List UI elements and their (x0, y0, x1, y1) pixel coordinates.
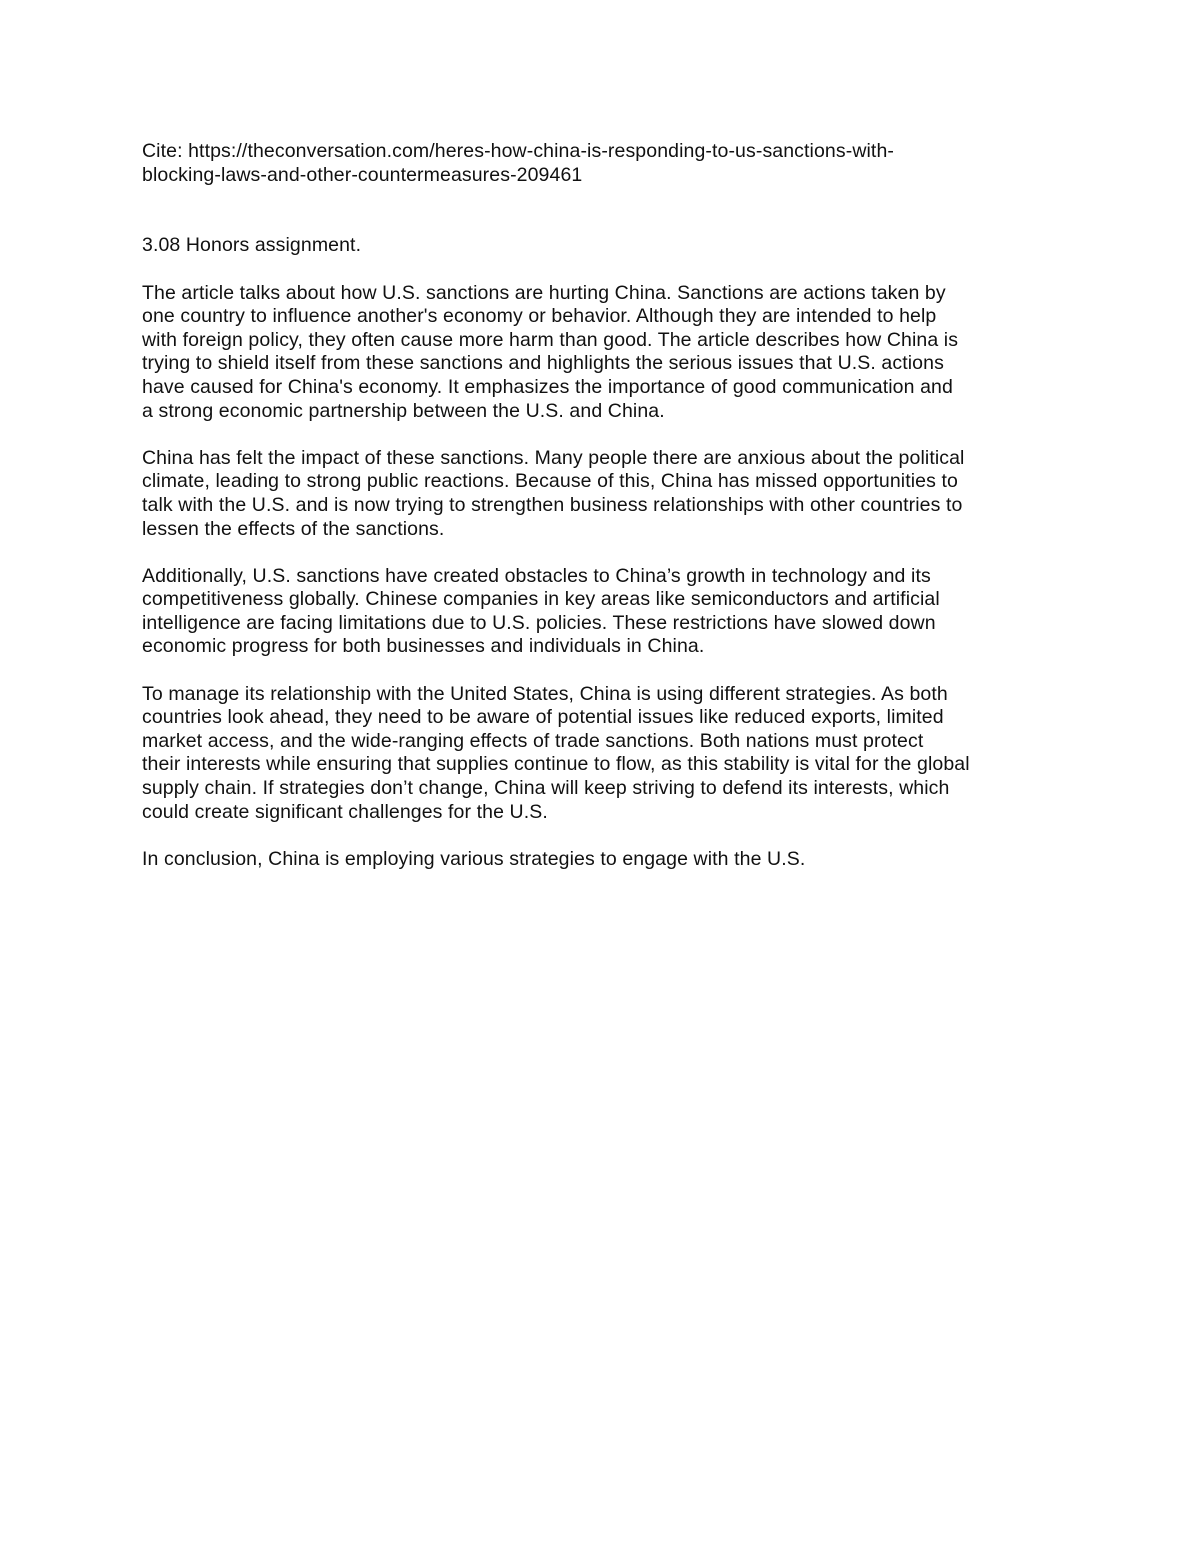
paragraph-line: talk with the U.S. and is now trying to strengthen business relationships with other countries to (142, 493, 963, 516)
paragraph-line: countries look ahead, they need to be aware of potential issues like reduced exports, limited (142, 706, 944, 729)
paragraph-line: competitiveness globally. Chinese companies in key areas like semiconductors and artificial (142, 588, 940, 611)
paragraph-line: could create significant challenges for the U.S. (142, 800, 548, 823)
paragraph-line: with foreign policy, they often cause more harm than good. The article describes how China is (142, 328, 959, 351)
paragraph-line: market access, and the wide-ranging effects of trade sanctions. Both nations must protect (142, 729, 924, 752)
paragraph-line: lessen the effects of the sanctions. (142, 517, 445, 540)
paragraph-line: trying to shield itself from these sanctions and highlights the serious issues that U.S. actions (142, 352, 944, 375)
paragraph-technology (142, 565, 1067, 659)
paragraph-line: a strong economic partnership between the U.S. and China. (142, 399, 665, 422)
citation-line: Cite: https://theconversation.com/heres-how-china-is-responding-to-us-sanctions-with- (142, 140, 894, 162)
paragraph-impact (142, 447, 1067, 541)
assignment-title: 3.08 Honors assignment. (142, 234, 362, 257)
paragraph-line: In conclusion, China is employing various strategies to engage with the U.S. (142, 847, 806, 870)
citation (142, 140, 1067, 187)
paragraph-line: their interests while ensuring that supplies continue to flow, as this stability is vital for the global (142, 753, 970, 776)
paragraph-line: have caused for China's economy. It emphasizes the importance of good communication and (142, 375, 953, 398)
paragraph-line: Additionally, U.S. sanctions have created obstacles to China’s growth in technology and its (142, 564, 931, 587)
paragraph-line: climate, leading to strong public reactions. Because of this, China has missed opportunities to (142, 470, 958, 493)
paragraph-line: intelligence are facing limitations due to U.S. policies. These restrictions have slowed down (142, 611, 936, 634)
paragraph-line: one country to influence another's economy or behavior. Although they are intended to help (142, 305, 937, 328)
paragraph-line: economic progress for both businesses and individuals in China. (142, 635, 705, 658)
paragraph-strategies (142, 683, 1067, 825)
paragraph-line: The article talks about how U.S. sanctions are hurting China. Sanctions are actions taken by (142, 281, 946, 304)
paragraph-line: To manage its relationship with the United States, China is using different strategies. As both (142, 682, 948, 705)
paragraph-line: China has felt the impact of these sanctions. Many people there are anxious about the political (142, 446, 965, 469)
paragraph-line: supply chain. If strategies don’t change, China will keep striving to defend its interests, which (142, 777, 950, 800)
paragraph-conclusion (142, 848, 1067, 872)
document-body (142, 140, 1067, 871)
citation-line: blocking-laws-and-other-countermeasures-209461 (142, 163, 583, 186)
paragraph-summary (142, 282, 1067, 424)
